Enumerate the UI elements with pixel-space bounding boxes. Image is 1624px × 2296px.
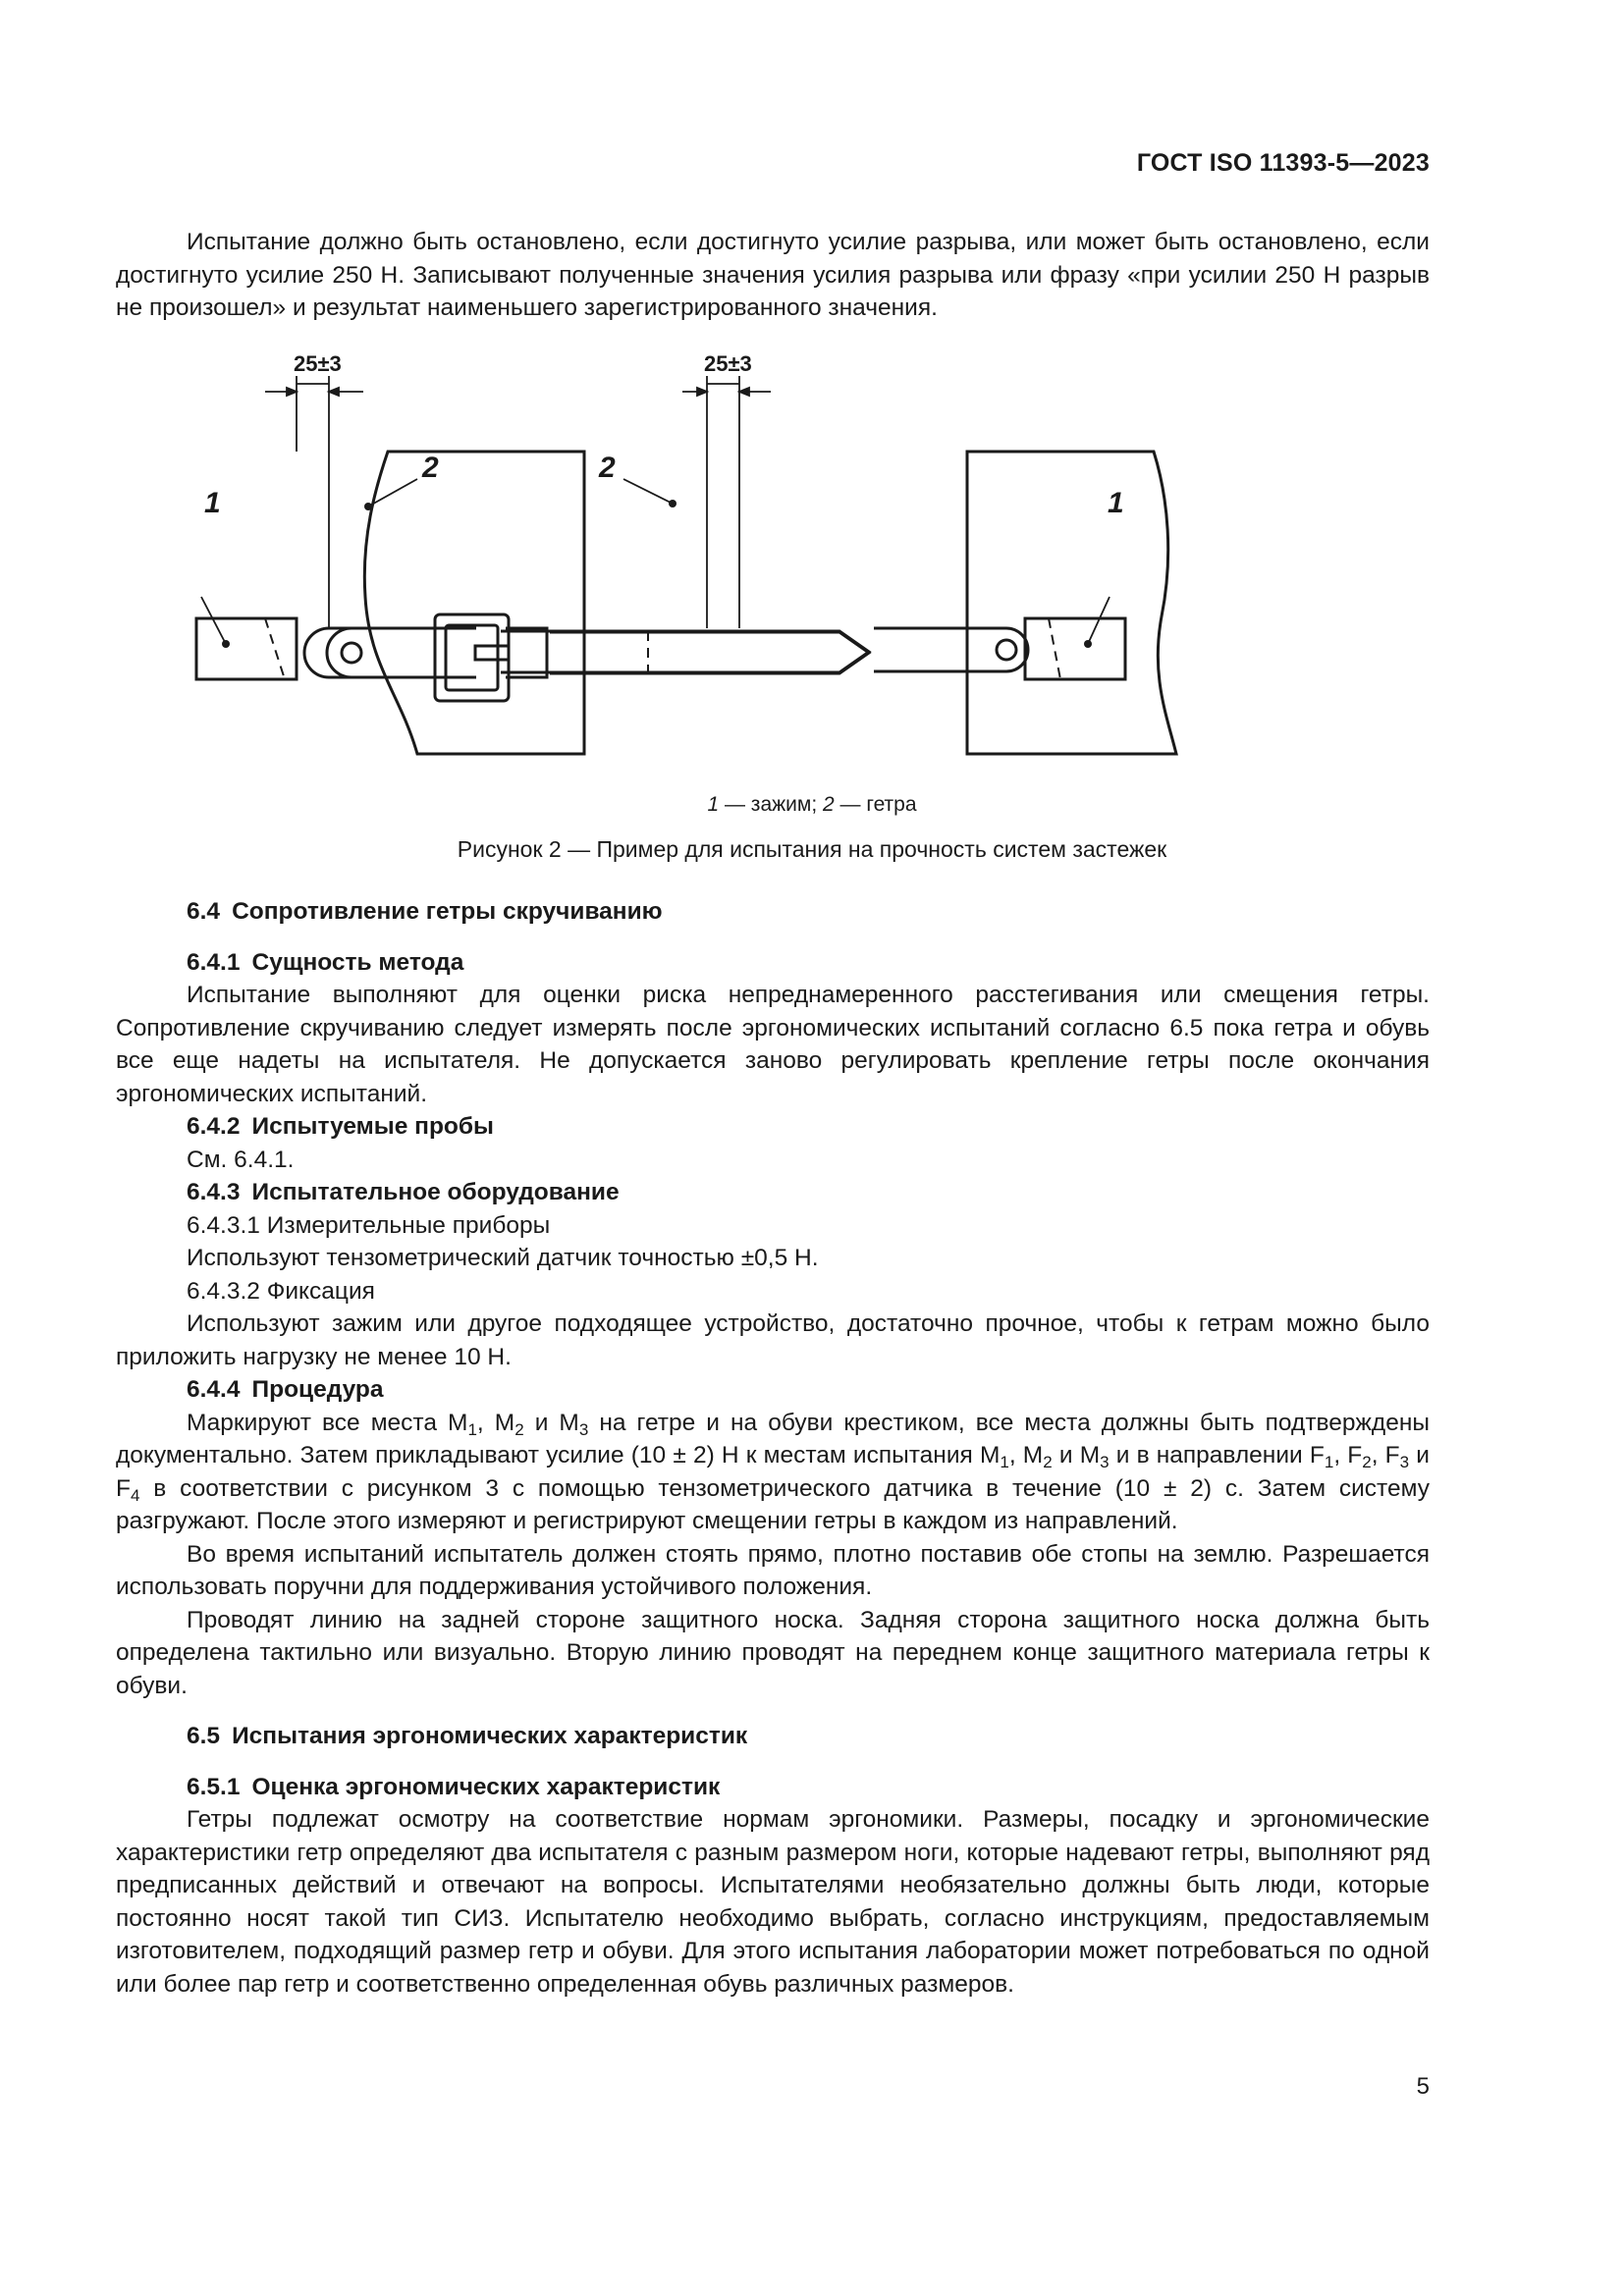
figure-legend: 1 — зажим; 2 — гетра: [707, 793, 917, 816]
main-content: [116, 895, 1430, 2001]
hidden-line-left: [265, 618, 285, 679]
intro-block: [116, 226, 1430, 325]
label-2-left: 2: [422, 452, 439, 484]
section-6-4-3-1-title: 6.4.3.1 Измерительные приборы: [187, 1211, 551, 1239]
section-6-4-4-paragraph-2: Во время испытаний испытатель должен стоять прямо, плотно поставив обе стопы на землю. Разрешается использовать поручни для поддерживания устойчивого положения.: [116, 1540, 1430, 1600]
strap-left-end: [327, 628, 476, 677]
strap-right-part: [550, 632, 869, 673]
section-6-4-2-text: См. 6.4.1.: [187, 1146, 295, 1173]
buckle-frame-inner: [446, 625, 498, 690]
label-1-right: 1: [1108, 487, 1124, 519]
section-6-5-heading: 6.5 Испытания эргономических характеристик: [187, 1723, 748, 1749]
right-clamp: [1025, 618, 1125, 679]
section-6-5-1-heading: 6.5.1 Оценка эргономических характеристик: [187, 1773, 721, 1800]
strap-middle: [506, 628, 547, 677]
figure-caption: Рисунок 2 — Пример для испытания на прочность систем застежек: [457, 836, 1167, 862]
strap-hole-right: [997, 640, 1016, 660]
section-6-4-3-heading: 6.4.3 Испытательное оборудование: [187, 1179, 620, 1205]
section-6-4-1-heading: 6.4.1 Сущность метода: [187, 948, 464, 976]
section-6-4-4-paragraph-3: Проводят линию на задней стороне защитного носка. Задняя сторона защитного носка должна быть определена тактильно или визуально. Вторую линию проводят на переднем конце защитного материала гетры к обуви.: [116, 1606, 1430, 1699]
figure-2-diagram: [204, 342, 1267, 774]
hidden-line-right: [1049, 618, 1060, 679]
strap-right-end: [874, 628, 1028, 671]
page-number: 5: [1416, 2073, 1430, 2100]
left-gaiter-shape: [364, 452, 584, 754]
section-6-5-1-text: Гетры подлежат осмотру на соответствие нормам эргономики. Размеры, посадку и эргономические характеристики гетр определяют два испытателя с разным размером ноги, которые надевают гетры, выполняют ряд предписанных действий и отвечают на вопросы. Испытателями необязательно должны быть люди, которые постоянно носят такой тип СИЗ. Испытателю необходимо выбрать, согласно инструкциям, предоставляемым изготовителем, подходящий размер гетр и обуви. Для этого испытания лаборатории может потребоваться по одной или более пар гетр и соответственно определенная обувь различных размеров.: [116, 1806, 1430, 1998]
section-6-4-4-paragraph-1: Маркируют все места $M_1$, $M_2$ и $M_3$ на гетре и на обуви крестиком, все места должны быть подтверждены документально. Затем прикладывают усилие (10 ± 2) Н к местам испытания $M_1$, $M_2$ и $M_3$ и в направлении $F_1$, $F_2$, $F_3$ и $F_4$ в соответствии с рисунком 3 с помощью тензометрического датчика в течение (10 ± 2) с. Затем систему разгружают. После этого измеряют и регистрируют смещении гетры в каждом из направлений.: [116, 1409, 1430, 1534]
dimension-label-left: 25±3: [294, 351, 342, 376]
section-6-4-3-2-title: 6.4.3.2 Фиксация: [187, 1277, 375, 1305]
dimension-label-right: 25±3: [704, 351, 752, 376]
section-6-4-1-text: Испытание выполняют для оценки риска непреднамеренного расстегивания или смещения гетры. Сопротивление скручиванию следует измерять после эргономических испытаний согласно 6.5 пока гетра и обувь все еще надеты на испытателя. Не допускается заново регулировать крепление гетры после окончания эргономических испытаний.: [116, 982, 1430, 1107]
document-standard-id: ГОСТ ISO 11393-5—2023: [1136, 149, 1430, 177]
section-6-4-4-heading: 6.4.4 Процедура: [187, 1376, 384, 1403]
intro-paragraph: Испытание должно быть остановлено, если достигнуто усилие разрыва, или может быть остановлено, если достигнуто усилие 250 Н. Записывают полученные значения усилия разрыва или фразу «при усилии 250 Н разрыв не произошел» и результат наименьшего зарегистрированного значения.: [116, 229, 1430, 321]
section-6-4-2-heading: 6.4.2 Испытуемые пробы: [187, 1113, 494, 1140]
section-6-4-3-1-text: Используют тензометрический датчик точностью ±0,5 Н.: [187, 1245, 819, 1271]
right-gaiter-shape: [967, 452, 1176, 754]
label-1-left: 1: [204, 487, 221, 519]
buckle-prong: [475, 646, 509, 660]
section-6-4-3-2-text: Используют зажим или другое подходящее устройство, достаточно прочное, чтобы к гетрам можно было приложить нагрузку не менее 10 Н.: [116, 1310, 1430, 1370]
strap-hole-left: [342, 643, 361, 663]
section-6-4-heading: 6.4 Сопротивление гетры скручиванию: [187, 898, 663, 925]
label-2-right: 2: [599, 452, 616, 484]
